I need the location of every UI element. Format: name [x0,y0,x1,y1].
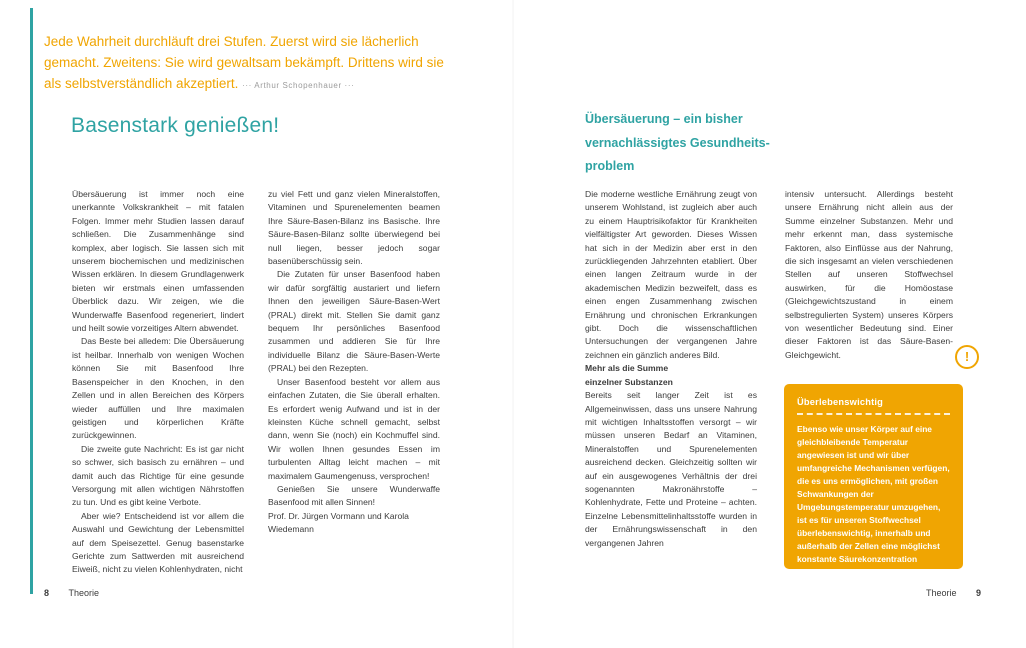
exclamation-icon: ! [955,345,979,369]
left-page-column-2 [268,188,440,537]
quote-attribution: ··· Arthur Schopenhauer ··· [242,81,355,90]
paragraph: intensiv untersucht. Allerdings besteht unsere Ernährung nicht allein aus der Summe einzelner Substanzen. Mehr und mehr erkennt man, dass systemische Faktoren, also Einflüsse aus der Nahrung, die sich insgesamt an vielen verschiedenen Stellen auf unseren Stoffwechsel auswirken, für die Homöostase (Gleichgewichtszustand in einem selbstregulierten System) unseres Körpers von wesentlicher Bedeutung sind. Einer dieser Faktoren ist das Säure-Basen-Gleichgewicht. [785,189,953,360]
info-box-title: Überlebenswichtig [797,397,884,407]
subheading-line: einzelner Substanzen [585,376,673,387]
epigraph-quote [44,31,448,96]
info-box-body: Ebenso wie unser Körper auf eine gleichbleibende Temperatur angewiesen ist und wir über umfangreiche Mechanismen verfügen, die es uns ermöglichen, mit großen Schwankungen der Umgebungstemperatur umzugehen, ist es für unseren Stoffwechsel überlebenswichtig, innerhalb und außerhalb der Zellen eine möglichst konstante Säurekonzentration aufrechtzuerhalten. [797,424,950,577]
paragraph: Die Zutaten für unser Basenfood haben wir dafür sorgfältig austariert und liefern Ihnen den jeweiligen Säure-Basen-Wert (PRAL) direkt mit. Stellen Sie damit ganz bequem Ihr persönliches Basenfood zusammen und addieren Sie für Ihre individuelle Bilanz die Säure-Basen-Werte (PRAL) bei den Rezepten. [268,269,440,374]
spine-accent-rule [30,8,33,594]
page-number: 8 [44,588,50,598]
subheading [585,362,757,389]
chapter-heading-line: vernachlässigtes Gesundheits- [585,135,770,150]
right-page-footer [926,588,981,598]
quote-text: Jede Wahrheit durchläuft drei Stufen. Zuerst wird sie lächerlich gemacht. Zweitens: Sie wird gewaltsam bekämpft. Drittens wird sie als selbstverständlich akzeptiert. [44,34,444,91]
paragraph: Übersäuerung ist immer noch eine unerkannte Volkskrankheit – mit fatalen Folgen. Immer mehr Studien lassen darauf schließen. Die Zusammenhänge sind komplex, aber logisch. Sie lassen sich mit unserem biochemischen und medizinischen Wissen erklären. In diesem Grundlagenwerk bieten wir erstmals einen umfassenden Überblick dazu. Wir zeigen, wie die Wunderwaffe Basenfood regeneriert, lindert und heilt sowie vorzeitiges Altern abwendet. [72,189,244,334]
chapter-heading-line: problem [585,159,635,173]
left-page-column-1 [72,188,244,577]
chapter-heading-line: Übersäuerung – ein bisher [585,112,743,126]
paragraph: Die moderne westliche Ernährung zeugt von unserem Wohlstand, ist zugleich aber auch zu einem Hauptrisikofaktor für Krankheiten vielfältigster Art geworden. Dieses Wissen hat sich in der Medizin aber erst in den zurückliegenden Jahrzehnten etabliert. Über einen langen Zeitraum wurde in der akademischen Medizin bezweifelt, dass es einen engen Zusammenhang zwischen Ernährung und chronischen Erkrankungen gibt. Doch die wissenschaftlichen Untersuchungen der vergangenen Jahre zeichnen ein gänzlich anderes Bild. [585,189,757,360]
paragraph: Die zweite gute Nachricht: Es ist gar nicht so schwer, sich basisch zu ernähren – und damit auch das Richtige für eine gesunde Versorgung mit allen wichtigen Nährstoffen zu tun. Und es gibt keine Verbote. [72,443,244,508]
paragraph: Unser Basenfood besteht vor allem aus einfachen Zutaten, die Sie überall erhalten. Es erfordert wenig Aufwand und ist in der kleinsten Küche schnell gemacht, selbst dann, wenn Sie (noch) ein Kochmuffel sind. Wir wollen Ihnen gesundes Essen im turbulenten Alltag leicht machen – mit maximalem Gaumengenuss, versprochen! [268,376,440,481]
paragraph: Genießen Sie unsere Wunderwaffe Basenfood mit allen Sinnen! [268,483,440,508]
page-title: Basenstark genießen! [71,114,280,137]
right-page-column-1 [585,188,757,550]
left-page-footer [44,588,99,598]
section-label: Theorie [925,588,957,598]
info-box-divider [797,413,950,415]
paragraph: Das Beste bei alledem: Die Übersäuerung ist heilbar. Innerhalb von wenigen Wochen können Sie mit Basenfood Ihre Basenspeicher in den Knochen, in den Zellen und in allen Bereichen des Körpers wieder auffüllen und Ihre maximalen geistigen und körperlichen Kräfte zurückgewinnen. [72,336,244,441]
chapter-heading [585,108,770,179]
paragraph: Bereits seit langer Zeit ist es Allgemeinwissen, dass uns unsere Nahrung mit wichtigen Inhaltsstoffen versorgt – wir müssen unseren Bedarf an Vitaminen, Mineralstoffen und Spurenelementen ausreichend decken. Gleichzeitig sollten wir auf ein ausgewogenes Verhältnis der drei sogenannten Makronährstoffe – Kohlenhydrate, Fette und Proteine – achten. Einzelne Lebensmittelinhaltsstoffe wurden in der Ernährungswissenschaft in den vergangenen Jahren [585,390,757,548]
author-signature: Prof. Dr. Jürgen Vormann und Karola Wiedemann [268,510,409,535]
info-box [784,384,963,577]
page-number: 9 [975,588,981,598]
subheading-line: Mehr als die Summe [585,363,669,374]
paragraph: Aber wie? Entscheidend ist vor allem die Auswahl und Gewichtung der Lebensmittel auf dem Speisezettel. Genug basenstarke Gerichte zum Sattwerden mit ausreichend Eiweiß, nicht zu vielen Kohlenhydraten, nicht [72,510,244,575]
right-page-column-2 [785,188,953,362]
paragraph: zu viel Fett und ganz vielen Mineralstoffen, Vitaminen und Spurenelementen beamen Ihre Säure-Basen-Bilanz ins Basische. Ihre Säure-Basen-Bilanz sollte überwiegend bei null liegen, besser jedoch sogar basenüberschüssig sein. [268,189,440,267]
section-label: Theorie [68,588,100,598]
page-gutter [512,0,514,648]
